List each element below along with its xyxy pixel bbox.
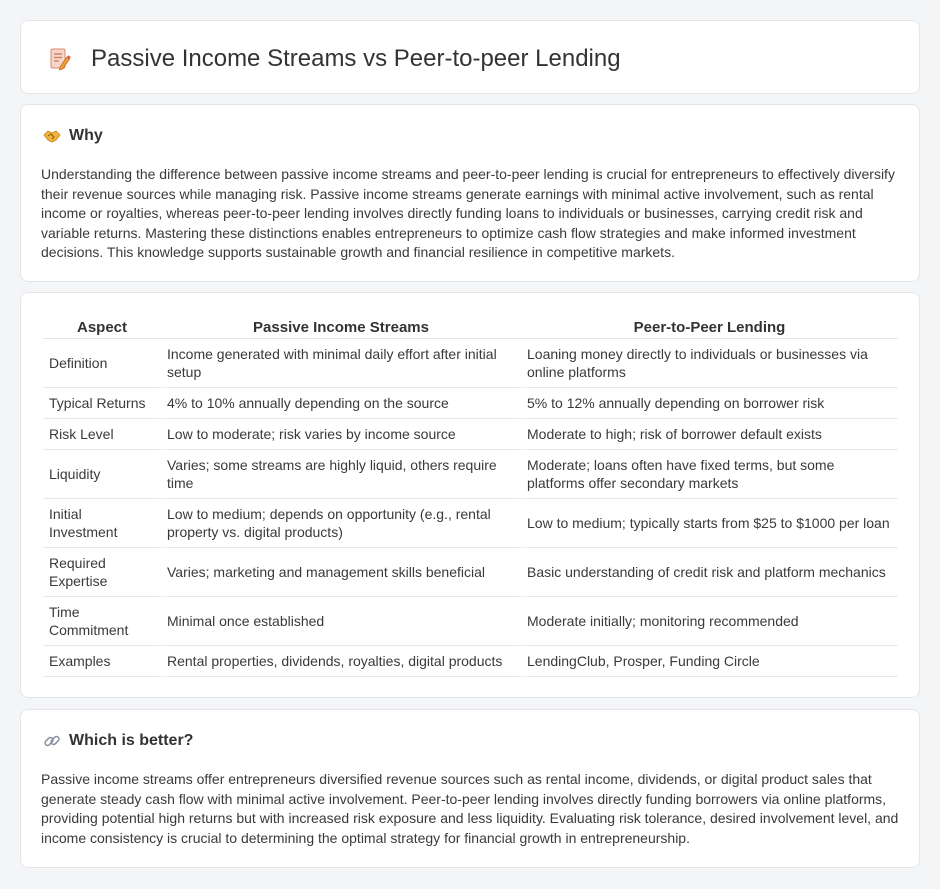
link-icon: [43, 732, 61, 750]
row-p2p-value: Moderate to high; risk of borrower default exists: [521, 419, 898, 450]
better-header: [43, 732, 193, 750]
row-passive-value: Low to medium; depends on opportunity (e.g., rental property vs. digital products): [161, 499, 521, 548]
table-header-row: [43, 317, 898, 339]
table-row: [43, 450, 898, 499]
row-p2p-value: Moderate initially; monitoring recommended: [521, 597, 898, 646]
why-title: Why: [69, 127, 103, 144]
row-p2p-value: 5% to 12% annually depending on borrower risk: [521, 388, 898, 419]
title-card: [20, 20, 920, 94]
row-passive-value: Rental properties, dividends, royalties, digital products: [161, 646, 521, 677]
header-passive-income: Passive Income Streams: [161, 317, 521, 339]
table-row: [43, 499, 898, 548]
row-passive-value: 4% to 10% annually depending on the source: [161, 388, 521, 419]
row-aspect: Definition: [43, 339, 161, 388]
better-title: Which is better?: [69, 732, 194, 749]
table-row: [43, 548, 898, 597]
row-passive-value: Income generated with minimal daily effort after initial setup: [161, 339, 521, 388]
row-aspect: Time Commitment: [43, 597, 161, 646]
row-aspect: Required Expertise: [43, 548, 161, 597]
row-p2p-value: Low to medium; typically starts from $25 to $1000 per loan: [521, 499, 898, 548]
row-aspect: Typical Returns: [43, 388, 161, 419]
table-row: [43, 339, 898, 388]
title-row: [47, 46, 621, 72]
row-p2p-value: Loaning money directly to individuals or businesses via online platforms: [521, 339, 898, 388]
handshake-icon: [43, 127, 61, 145]
page-title: Passive Income Streams vs Peer-to-peer Lending: [91, 45, 621, 72]
better-section: [20, 709, 920, 868]
better-body: Passive income streams offer entrepreneurs diversified revenue sources such as rental income, dividends, or digital product sales that generate steady cash flow with minimal active involvement. Peer-to-peer lending involves directly funding borrowers via online platforms, providing potential high returns but with increased risk exposure and less liquidity. Evaluating risk tolerance, desired involvement level, and income consistency is crucial to determining the optimal strategy for financial growth in entrepreneurship.: [41, 771, 899, 846]
row-passive-value: Varies; some streams are highly liquid, others require time: [161, 450, 521, 499]
row-p2p-value: Moderate; loans often have fixed terms, but some platforms offer secondary markets: [521, 450, 898, 499]
table-row: [43, 597, 898, 646]
comparison-table: [43, 317, 898, 677]
comparison-section: [20, 292, 920, 698]
header-aspect: Aspect: [43, 317, 161, 339]
row-passive-value: Varies; marketing and management skills beneficial: [161, 548, 521, 597]
header-p2p-lending: Peer-to-Peer Lending: [521, 317, 898, 339]
why-section: [20, 104, 920, 282]
table-row: [43, 388, 898, 419]
table-row: [43, 646, 898, 677]
why-header: [43, 127, 103, 145]
row-aspect: Examples: [43, 646, 161, 677]
row-aspect: Liquidity: [43, 450, 161, 499]
document-pen-icon: [47, 47, 71, 71]
table-row: [43, 419, 898, 450]
row-p2p-value: LendingClub, Prosper, Funding Circle: [521, 646, 898, 677]
row-passive-value: Low to moderate; risk varies by income source: [161, 419, 521, 450]
row-passive-value: Minimal once established: [161, 597, 521, 646]
row-aspect: Initial Investment: [43, 499, 161, 548]
row-aspect: Risk Level: [43, 419, 161, 450]
why-body: Understanding the difference between passive income streams and peer-to-peer lending is crucial for entrepreneurs to effectively diversify their revenue sources while managing risk. Passive income streams generate earnings with minimal active involvement, such as rental income or royalties, whereas peer-to-peer lending involves directly funding loans to individuals or businesses, carrying credit risk and variable returns. Mastering these distinctions enables entrepreneurs to optimize cash flow strategies and make informed investment decisions. This knowledge supports sustainable growth and financial resilience in competitive markets.: [41, 166, 895, 261]
row-p2p-value: Basic understanding of credit risk and platform mechanics: [521, 548, 898, 597]
